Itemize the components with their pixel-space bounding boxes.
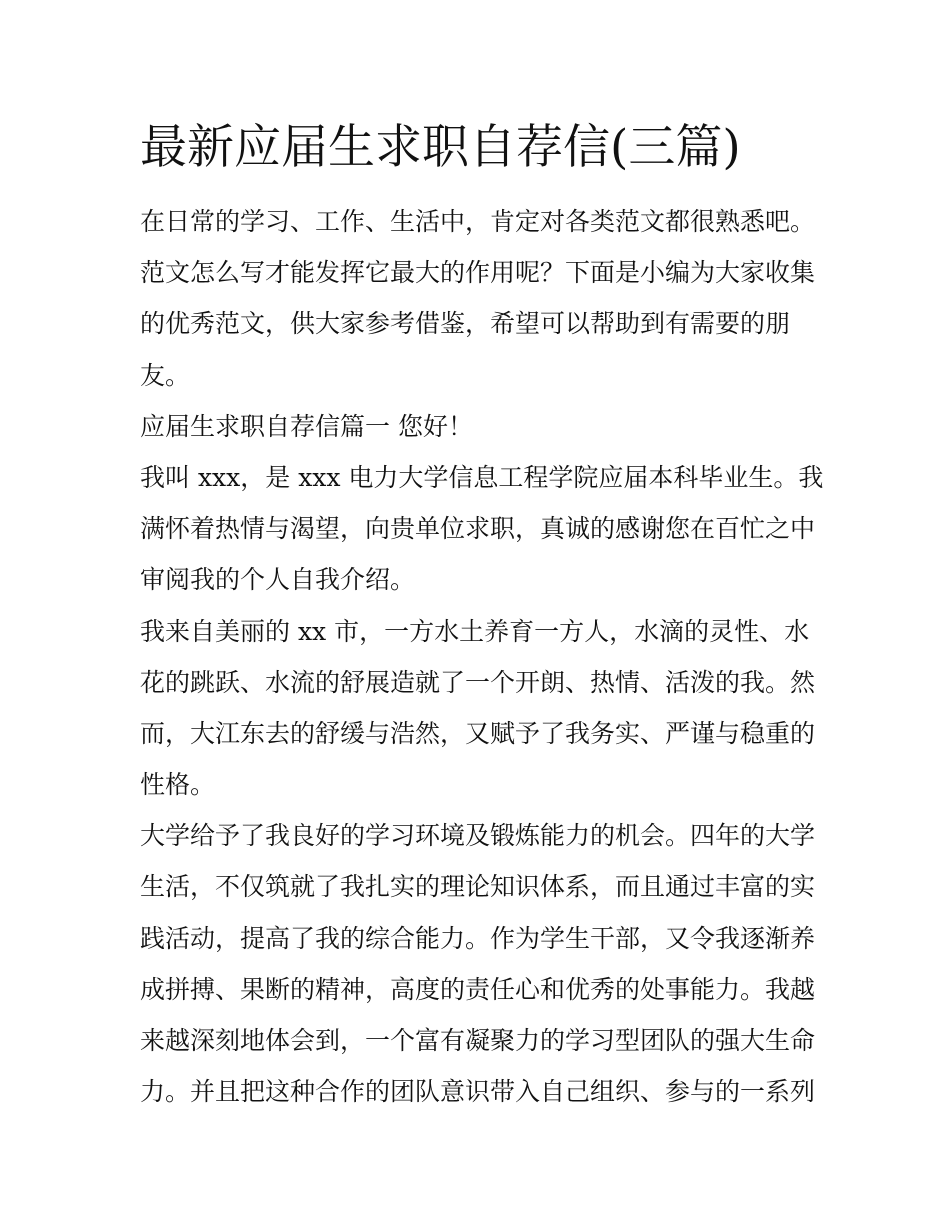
- body-line: 在日常的学习、工作、生活中，肯定对各类范文都很熟悉吧。: [140, 207, 816, 236]
- body-line: 范文怎么写才能发挥它最大的作用呢？下面是小编为大家收集: [140, 258, 816, 288]
- body-line: 友。: [140, 360, 191, 390]
- document-title: 最新应届生求职自荐信(三篇): [140, 120, 741, 175]
- body-line: 来越深刻地体会到，一个富有凝聚力的学习型团队的强大生命: [140, 1026, 816, 1055]
- body-line: 成拼搏、果断的精神，高度的责任心和优秀的处事能力。我越: [140, 974, 816, 1004]
- section-heading-line: 应届生求职自荐信篇一 您好！: [140, 411, 473, 441]
- body-line: 我来自美丽的 xx 市，一方水土养育一方人，水滴的灵性、水: [140, 616, 810, 646]
- body-line: 我叫 xxx，是 xxx 电力大学信息工程学院应届本科毕业生。我: [140, 462, 824, 492]
- body-line: 的优秀范文，供大家参考借鉴，希望可以帮助到有需要的朋: [140, 309, 791, 339]
- body-line: 力。并且把这种合作的团队意识带入自己组织、参与的一系列: [140, 1077, 816, 1107]
- body-line: 大学给予了我良好的学习环境及锻炼能力的机会。四年的大学: [140, 821, 816, 851]
- body-line: 满怀着热情与渴望，向贵单位求职，真诚的感谢您在百忙之中: [140, 514, 816, 544]
- body-line: 生活，不仅筑就了我扎实的理论知识体系，而且通过丰富的实: [140, 872, 816, 902]
- body-line: 性格。: [140, 770, 216, 800]
- body-line: 而，大江东去的舒缓与浩然，又赋予了我务实、严谨与稳重的: [140, 718, 816, 748]
- document-body: [140, 196, 824, 1117]
- body-line: 践活动，提高了我的综合能力。作为学生干部，又令我逐渐养: [140, 923, 816, 953]
- body-line: 审阅我的个人自我介绍。: [140, 565, 416, 595]
- body-line: 花的跳跃、水流的舒展造就了一个开朗、热情、活泼的我。然: [140, 667, 816, 697]
